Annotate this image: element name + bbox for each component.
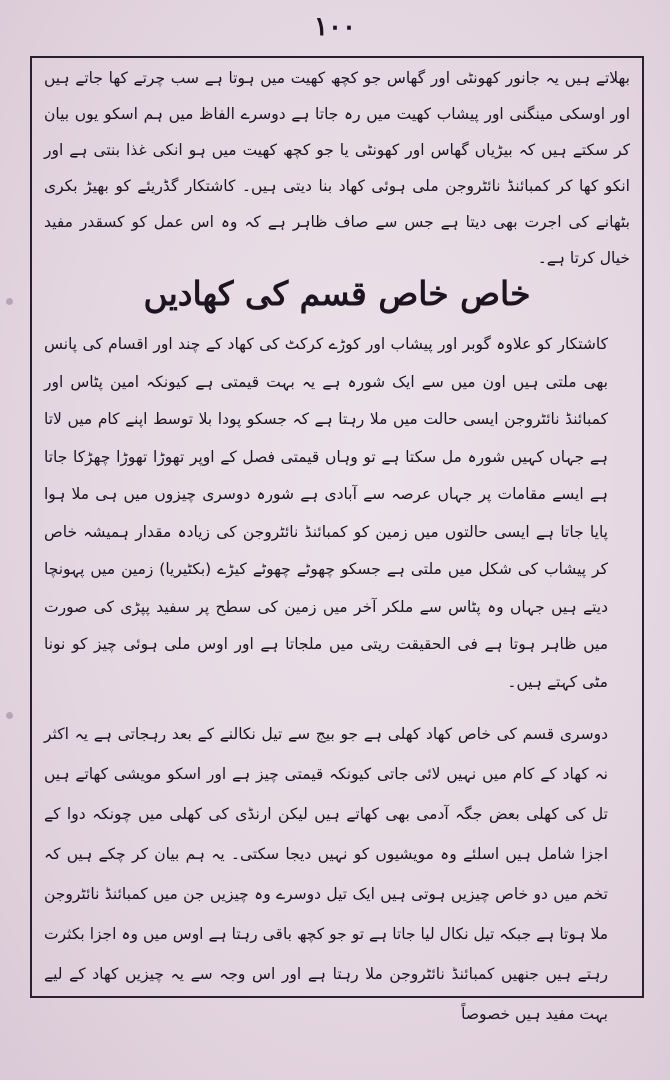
paragraph-oil-cake: دوسری قسم کی خاص کھاد کھلی ہے جو بیج سے تیل نکالنے کے بعد رہجاتی ہے یہ اکثر نہ کھاد کے کام میں نہیں لائی جاتی کیونکہ قیمتی چیز ہے اور اسکو مویشی کھاتے ہیں تل کی کھلی بعض جگہ آدمی بھی کھاتے ہیں لیکن ارنڈی کی کھلی میں چونکہ دوا کے اجزا شامل ہیں اسلئے وہ مویشیوں کو نہیں دیجا سکتی۔ یہ ہم بیان کر چکے ہیں کہ تخم میں دو خاص چیزیں ہوتی ہیں ایک تیل دوسرے وہ چیزیں جن میں کمبائنڈ نائٹروجن ملا ہوتا ہے جبکہ تیل نکال لیا جاتا ہے تو جو کچھ باقی رہتا ہے اوس میں وہ اجزا بکثرت رہتے ہیں جنھیں کمبائنڈ نائٹروجن ملا رہتا ہے اور اس وجہ سے یہ چیزیں کھاد کے لیے بہت مفید ہیں خصوصاً (44, 725, 608, 1023)
page-number: ۱۰۰ (314, 12, 356, 42)
section-heading: خاص خاص قسم کی کھادیں (143, 274, 531, 313)
paragraph-special-manures: کاشتکار کو علاوہ گوبر اور پیشاب اور کوڑے کرکٹ کی کھاد کے چند اور اقسام کی پانس بھی ملتی ہیں اون میں سے ایک شورہ ہے یہ بہت قیمتی ہے کیونکہ امین پٹاس اور کمبائنڈ نائٹروجن ایسی حالت میں ملا رہتا ہے کہ جسکو پودا بلا توسط اپنے کام میں لاتا ہے جہاں کہیں شورہ مل سکتا ہے تو وہاں قیمتی فصل کے اوپر تھوڑا تھوڑا چھڑکا جاتا ہے ایسے مقامات پر جہاں عرصہ سے آبادی ہے شورہ دوسری چیزوں میں ہی ملا ہوا پایا جاتا ہے ایسی حالتوں میں زمین کو کمبائنڈ نائٹروجن کی زیادہ مقدار ہمیشہ خاص کر پیشاب کی شکل میں ملتی ہے جسکو چھوٹے چھوٹے کیڑے (بکٹیریا) زمین میں پہونچا دیتے ہیں جہاں وہ پٹاس سے ملکر آخر میں زمین کی سطح پر سفید پپڑی کی صورت میں ظاہر ہوتا ہے فی الحقیقت ریتی میں ملجاتا ہے اور اوس ملی ہوئی چیز کو نونا مٹی کہتے ہیں۔ (44, 335, 608, 691)
binding-hole-mark (6, 712, 13, 719)
binding-hole-mark (6, 298, 13, 305)
paragraph-intro: بھلاتے ہیں یہ جانور کھونٹی اور گھاس جو کچھ کھیت میں ہوتا ہے سب چرتے کھا جاتے ہیں اور اوسکی مینگنی اور پیشاب کھیت میں رہ جاتا ہے دوسرے الفاظ میں ہم اسکو یوں بیان کر سکتے ہیں کہ بیڑیاں گھاس اور کھونٹی یا جو کچھ کھیت میں ہو انکی غذا بنتی ہے اور انکو کھا کر کمبائنڈ نائٹروجن ملی ہوئی کھاد بنا دیتی ہیں۔ کاشتکار گڈریئے کو بھیڑ بکری بٹھانے کی اجرت بھی دیتا ہے جس سے صاف ظاہر ہے کہ وہ اس عمل کو کسقدر مفید خیال کرتا ہے۔ (44, 69, 630, 267)
text-frame (30, 56, 644, 1023)
